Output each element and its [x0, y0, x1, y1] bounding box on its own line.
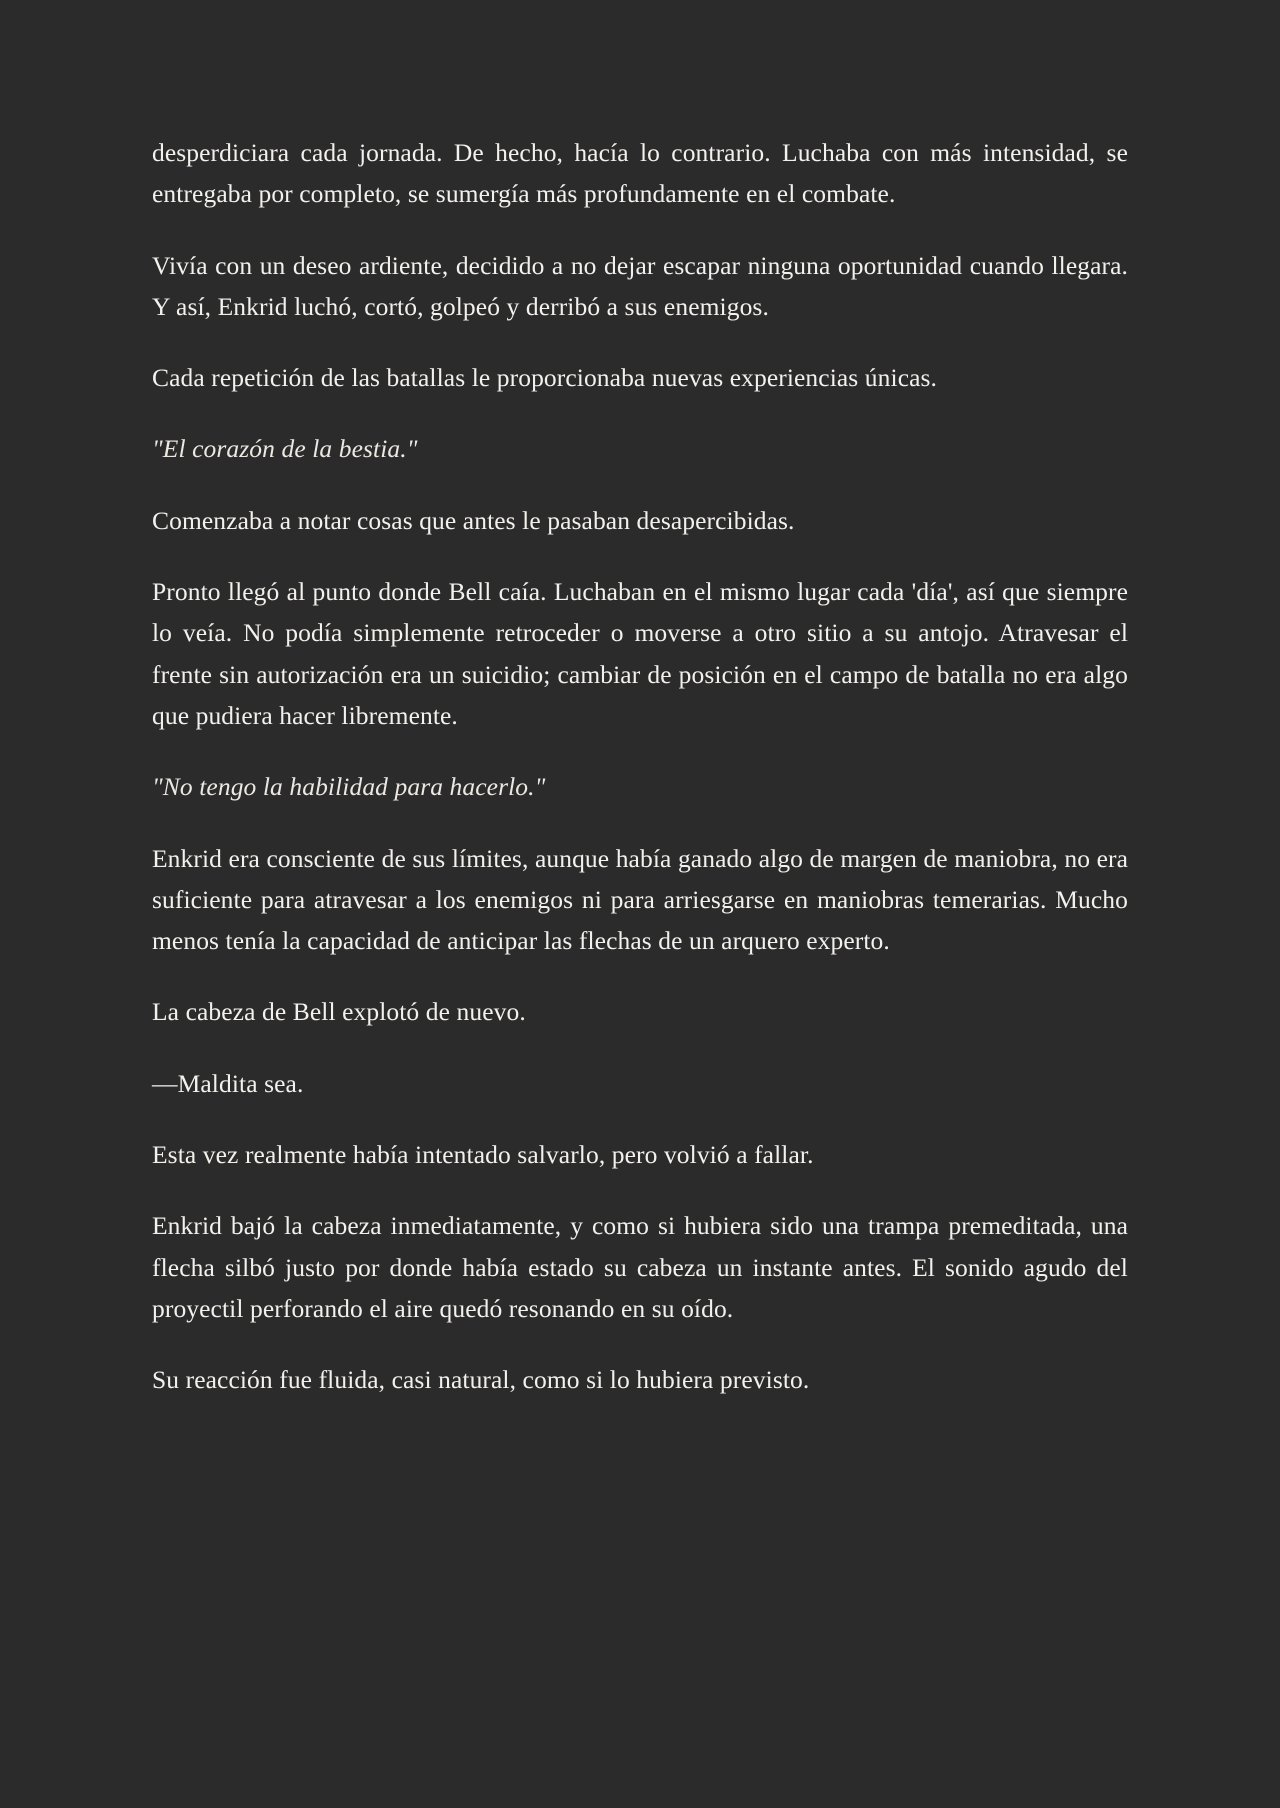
paragraph: Pronto llegó al punto donde Bell caía. Luchaban en el mismo lugar cada 'día', así que siempre lo veía. No podía simplemente retroceder o moverse a otro sitio a su antojo. Atravesar el frente sin autorización era un suicidio; cambiar de posición en el campo de batalla no era algo que pudiera hacer libremente.: [152, 577, 1128, 730]
paragraph: Cada repetición de las batallas le proporcionaba nuevas experiencias únicas.: [152, 363, 938, 393]
paragraph: Vivía con un deseo ardiente, decidido a no dejar escapar ninguna oportunidad cuando llegara. Y así, Enkrid luchó, cortó, golpeó y derribó a sus enemigos.: [152, 250, 1128, 321]
paragraph-quote: "El corazón de la bestia.": [152, 434, 418, 464]
paragraph-quote: "No tengo la habilidad para hacerlo.": [152, 772, 546, 802]
reader-text-column: [152, 132, 1128, 1401]
paragraph: Comenzaba a notar cosas que antes le pasaban desapercibidas.: [152, 505, 795, 535]
paragraph: Enkrid bajó la cabeza inmediatamente, y como si hubiera sido una trampa premeditada, una flecha silbó justo por donde había estado su cabeza un instante antes. El sonido agudo del proyectil perforando el aire quedó resonando en su oído.: [152, 1211, 1128, 1323]
paragraph: Su reacción fue fluida, casi natural, como si lo hubiera previsto.: [152, 1365, 810, 1395]
paragraph: Esta vez realmente había intentado salvarlo, pero volvió a fallar.: [152, 1140, 814, 1170]
paragraph: La cabeza de Bell explotó de nuevo.: [152, 997, 526, 1027]
paragraph-dialogue: —Maldita sea.: [152, 1068, 304, 1098]
paragraph: Enkrid era consciente de sus límites, aunque había ganado algo de margen de maniobra, no era suficiente para atravesar a los enemigos ni para arriesgarse en maniobras temerarias. Mucho menos tenía la capacidad de anticipar las flechas de un arquero experto.: [152, 843, 1128, 956]
paragraph: desperdiciara cada jornada. De hecho, hacía lo contrario. Luchaba con más intensidad, se entregaba por completo, se sumergía más profundamente en el combate.: [152, 138, 1128, 209]
